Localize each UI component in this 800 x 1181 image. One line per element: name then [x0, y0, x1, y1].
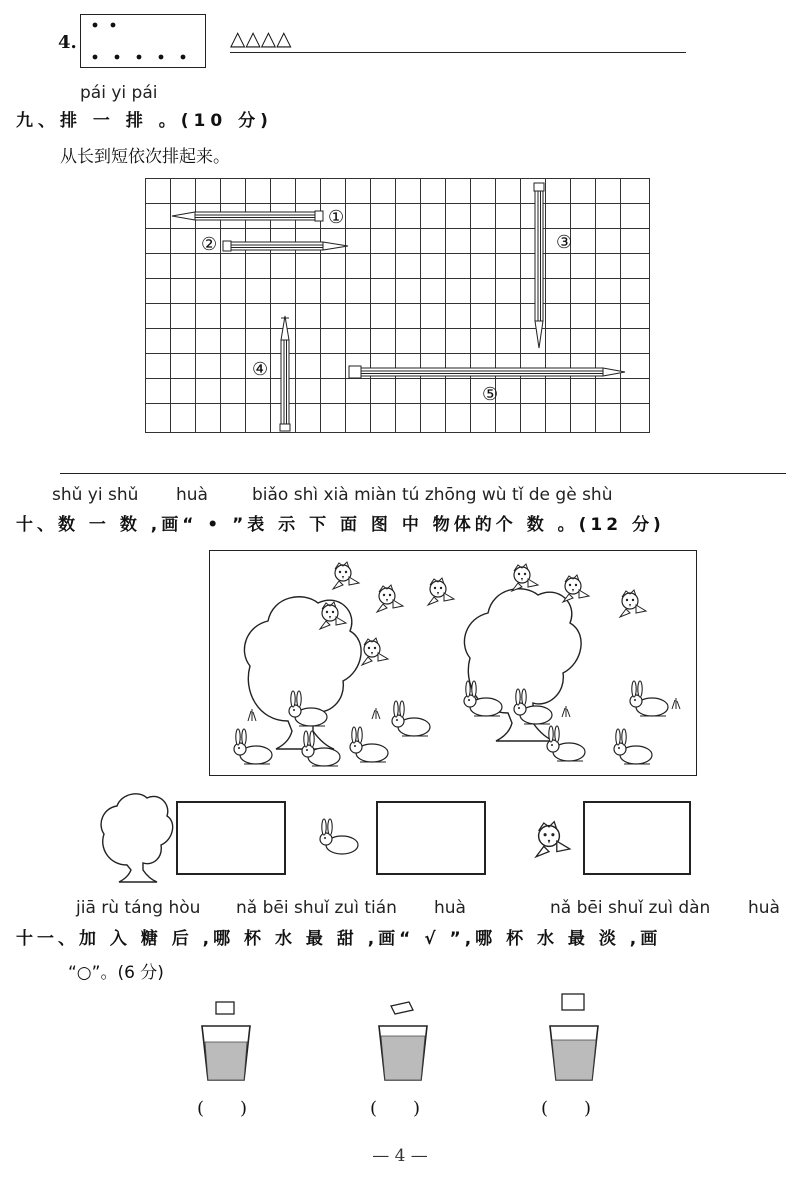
answer-bracket-3[interactable]: ( ) [541, 1098, 592, 1119]
section9-title: 九、排 一 排 。(10 分) [16, 111, 273, 131]
sugar-cube [391, 1002, 413, 1014]
section9-pinyin: pái yi pái [80, 83, 158, 103]
bird-figure [620, 590, 646, 617]
cup-2 [375, 996, 431, 1086]
bird-figure [563, 575, 589, 602]
dot [137, 55, 142, 60]
section11-pinyin-c: huà [434, 898, 466, 918]
bird-figure [362, 638, 388, 665]
rabbit-figure [234, 729, 272, 764]
section11-title-cont: “○”。(6 分) [68, 963, 164, 983]
bird-figure [377, 585, 403, 612]
dots-drawing [81, 15, 205, 67]
sugar-cube [216, 1002, 234, 1014]
bird-figure [333, 562, 359, 589]
dot [111, 23, 116, 28]
pencil-label-4: ④ [252, 359, 269, 380]
scene-frame [209, 550, 697, 776]
section11-pinyin-d: nǎ bēi shuǐ zuì dàn [550, 898, 711, 918]
pencil-label-1: ① [328, 207, 345, 228]
pencil-grid [145, 178, 655, 436]
dot [115, 55, 120, 60]
section9-instruction: 从长到短依次排起来。 [60, 147, 230, 167]
bird-figure [428, 578, 454, 605]
pencil-label-3: ③ [556, 232, 573, 253]
tree-count-box[interactable] [176, 801, 286, 875]
section11-pinyin-b: nǎ bēi shuǐ zuì tián [236, 898, 397, 918]
dots-box [80, 14, 206, 68]
pencil-4 [280, 316, 290, 431]
section10-title: 十、数 一 数 ,画“ • ”表 示 下 面 图 中 物体的个 数 。(12 分) [16, 515, 665, 535]
rabbit-figure [630, 681, 668, 716]
rabbit-icon [314, 815, 374, 860]
answer-bracket-2[interactable]: ( ) [370, 1098, 421, 1119]
section11-pinyin-e: huà [748, 898, 780, 918]
answer-bracket-1[interactable]: ( ) [197, 1098, 248, 1119]
rabbit-figure [302, 731, 340, 766]
pencil-1 [172, 211, 323, 221]
cup-1 [198, 996, 254, 1086]
tree-icon [97, 790, 177, 886]
dot [93, 55, 98, 60]
bird-count-box[interactable] [583, 801, 691, 875]
scene-drawing [210, 551, 696, 775]
cup-3 [546, 990, 602, 1086]
section10-pinyin-c: biǎo shì xià miàn tú zhōng wù tǐ de gè shù [252, 485, 613, 505]
pencil-3 [534, 183, 544, 348]
bird-icon [527, 814, 577, 864]
pencil-label-2: ② [201, 234, 218, 255]
answer-line[interactable] [230, 52, 686, 53]
triangles: △△△△ [230, 26, 292, 50]
rabbit-figure [614, 729, 652, 764]
dot [93, 23, 98, 28]
section10-pinyin-b: huà [176, 485, 208, 505]
answer-line[interactable] [60, 473, 786, 474]
item-4-number: 4. [58, 32, 77, 53]
page-number: — 4 — [372, 1146, 428, 1166]
section11-title: 十一、加 入 糖 后 ,哪 杯 水 最 甜 ,画“ √ ”,哪 杯 水 最 淡 ,画 [16, 929, 662, 949]
rabbit-figure [392, 701, 430, 736]
sugar-cube [562, 994, 584, 1010]
pencil-5 [349, 366, 625, 378]
pencil-label-5: ⑤ [482, 384, 499, 405]
section10-pinyin-a: shǔ yi shǔ [52, 485, 139, 505]
pencil-2 [223, 241, 348, 251]
bird-figure [512, 564, 538, 591]
section11-pinyin-a: jiā rù táng hòu [76, 898, 201, 918]
dot [159, 55, 164, 60]
rabbit-figure [350, 727, 388, 762]
dot [181, 55, 186, 60]
rabbit-figure [547, 726, 585, 761]
rabbit-count-box[interactable] [376, 801, 486, 875]
